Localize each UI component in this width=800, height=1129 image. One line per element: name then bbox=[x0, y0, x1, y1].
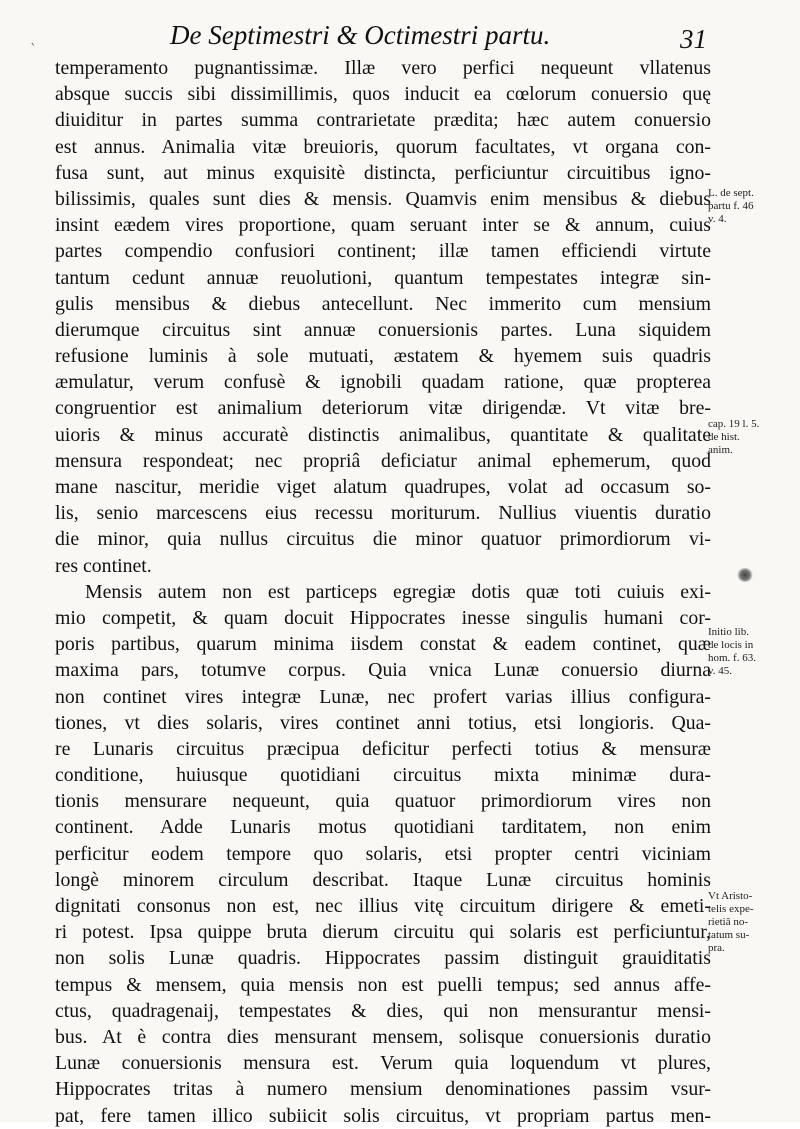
text-line: res continet. bbox=[55, 554, 152, 577]
margin-note-line: Vt Aristo- bbox=[708, 890, 753, 902]
margin-note-line: telis expe- bbox=[708, 903, 754, 915]
margin-note-line: rietiâ no- bbox=[708, 916, 749, 928]
body-text bbox=[55, 55, 711, 1129]
text-line: perficitur eodem tempore quo solaris, etsi propter centri viciniam bbox=[55, 842, 711, 865]
text-line: gulis mensibus & diebus antecellunt. Nec immerito cum mensium bbox=[55, 292, 711, 315]
text-line: bus. At è contra dies mensurant mensem, solisque conuersionis duratio bbox=[55, 1025, 711, 1048]
text-line: fusa sunt, aut minus exquisitè distincta, perficiuntur circuitibus igno- bbox=[55, 161, 711, 184]
text-line: insint eædem vires proportione, quam seruant inter se & annum, cuius bbox=[55, 214, 711, 237]
margin-note-line: v. 4. bbox=[708, 213, 727, 225]
text-line: continent. Adde Lunaris motus quotidiani tarditatem, non enim bbox=[55, 816, 711, 839]
text-line: est annus. Animalia vitæ breuioris, quorum facultates, vt organa con- bbox=[55, 135, 711, 158]
text-line: ctus, quadragenaij, tempestates & dies, qui non mensurantur mensi- bbox=[55, 999, 711, 1022]
margin-note-line: tatum su- bbox=[708, 929, 750, 941]
page-number: 31 bbox=[680, 24, 707, 54]
margin-note-line: de locis in bbox=[708, 639, 754, 651]
text-line: Lunæ conuersionis mensura est. Verum quia loquendum vt plures, bbox=[55, 1052, 711, 1075]
margin-note-hist-anim bbox=[708, 418, 800, 457]
text-line: pat, fere tamen illico subiicit solis circuitus, vt propriam partus men- bbox=[55, 1104, 711, 1127]
text-line: dignitati consonus non est, nec illius vitę circuitum dirigere & emeti- bbox=[55, 895, 711, 917]
margin-note-aristotelis bbox=[708, 890, 800, 955]
margin-note-line: partu f. 46 bbox=[708, 200, 754, 212]
text-line: tantum cedunt annuæ reuolutioni, quantum tempestates integræ sin- bbox=[55, 266, 711, 289]
running-header: De Septimestri & Octimestri partu. bbox=[170, 20, 551, 50]
text-line: temperamento pugnantissimæ. Illæ vero perfici nequeunt vllatenus bbox=[55, 57, 711, 79]
text-line: bilissimis, quales sunt dies & mensis. Quamvis enim mensibus & diebus bbox=[55, 187, 711, 210]
margin-note-line: Initio lib. bbox=[708, 626, 749, 638]
text-line: tionis mensurare nequeunt, quia quatuor primordiorum vires non bbox=[55, 790, 711, 813]
text-line: die minor, quia nullus circuitus die minor quatuor primordiorum vi- bbox=[55, 528, 711, 551]
text-line: conditione, huiusque quotidiani circuitus mixta minimæ dura- bbox=[55, 764, 711, 787]
text-line: mane nascitur, meridie viget alatum quadrupes, volat ad occasum so- bbox=[55, 476, 711, 498]
text-line: re Lunaris circuitus præcipua deficitur perfecti totius & mensuræ bbox=[55, 737, 711, 760]
margin-note-sept-partu bbox=[708, 187, 800, 226]
margin-note-line: pra. bbox=[708, 942, 725, 954]
text-line: non continet vires integræ Lunæ, nec profert varias illius configura- bbox=[55, 685, 711, 708]
ornament-mark: ˋ bbox=[30, 42, 37, 58]
ink-spot bbox=[737, 568, 753, 582]
margin-note-line: hom. f. 63. bbox=[708, 652, 756, 664]
text-line: refusione luminis à sole mutuati, æstatem & hyemem suis quadris bbox=[55, 345, 711, 368]
margin-note-line: de hist. bbox=[708, 431, 740, 443]
text-line: diuiditur in partes summa contrarietate prædita; hæc autem conuersio bbox=[55, 109, 711, 132]
text-line: non solis Lunæ quadris. Hippocrates passim distinguit grauiditatis bbox=[55, 947, 711, 970]
text-line: æmulatur, verum confusè & ignobili quadam ratione, quæ propterea bbox=[55, 371, 711, 394]
text-line: maxima pars, totumve corpus. Quia vnica Lunæ conuersio diurna bbox=[55, 659, 711, 682]
text-line: dierumque circuitus sint annuæ conuersionis partes. Luna siquidem bbox=[55, 318, 711, 341]
text-line: lis, senio marcescens eius recessu moriturum. Nullius viuentis duratio bbox=[55, 502, 711, 525]
text-line: partes compendio confusiori continent; illæ tamen efficiendi virtute bbox=[55, 240, 711, 263]
margin-note-line: L. de sept. bbox=[708, 187, 754, 199]
text-line: Mensis autem non est particeps egregiæ dotis quæ toti cuiuis exi- bbox=[85, 580, 711, 603]
margin-note-line: v. 45. bbox=[708, 665, 733, 677]
text-line: absque succis sibi dissimillimis, quos inducit ea cœlorum conuersio quę bbox=[55, 83, 711, 106]
text-line: tiones, vt dies solaris, vires continet anni totius, etsi longioris. Qua- bbox=[55, 711, 711, 734]
text-line: tempus & mensem, quia mensis non est puelli tempus; sed annus affe- bbox=[55, 973, 711, 996]
text-line: mensura respondeat; nec propriâ deficiatur animal ephemerum, quod bbox=[55, 449, 711, 472]
margin-note-locis-hom bbox=[708, 626, 800, 678]
text-line: poris partibus, quarum minima iisdem constat & eadem continet, quæ bbox=[55, 633, 711, 656]
text-line: congruentior est animalium deteriorum vitæ dirigendæ. Vt vitæ bre- bbox=[55, 397, 711, 420]
text-line: ri potest. Ipsa quippe bruta dierum circuitu qui solaris est perficiuntur, bbox=[55, 921, 711, 944]
text-line: uioris & minus accuratè distinctis animalibus, quantitate & qualitate bbox=[55, 423, 711, 446]
margin-note-line: cap. 19 l. 5. bbox=[708, 418, 760, 430]
text-line: mio competit, & quam docuit Hippocrates inesse singulis humani cor- bbox=[55, 606, 711, 629]
margin-note-line: anim. bbox=[708, 444, 733, 456]
text-line: longè minorem circulum describat. Itaque Lunæ circuitus hominis bbox=[55, 868, 711, 891]
text-line: Hippocrates tritas à numero mensium denominationes passim vsur- bbox=[55, 1078, 711, 1101]
